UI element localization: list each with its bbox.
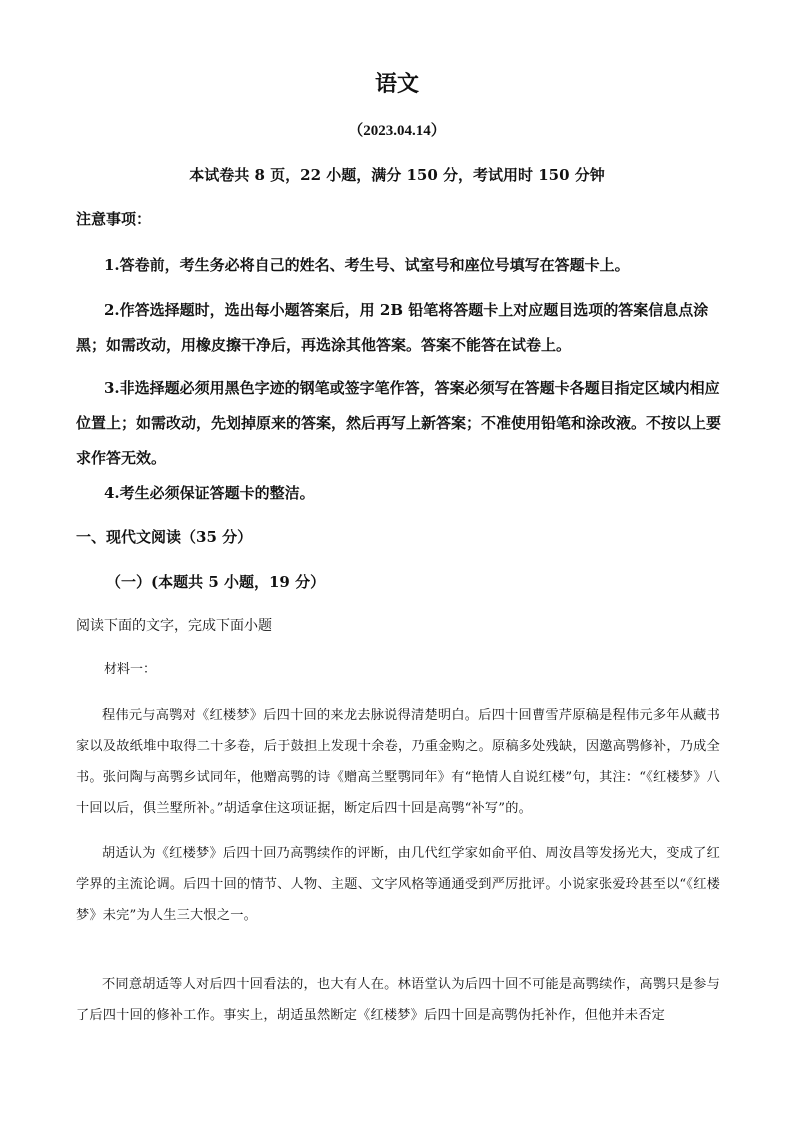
reading-instruction: 阅读下面的文字，完成下面小题 bbox=[76, 618, 272, 634]
material-paragraph-1: 程伟元与高鹗对《红楼梦》后四十回的来龙去脉说得清楚明白。后四十回曹雪芹原稿是程伟元多年从藏书家以及故纸堆中取得二十多卷，后于鼓担上发现十余卷，乃重金购之。原稿多处残缺，因邀高鹗修补，乃成全书。张问陶与高鹗乡试同年，他赠高鹗的诗《赠高兰墅鹗同年》有“艳情人自说红楼”句，其注：“《红楼梦》八十回以后，俱兰墅所补。”胡适拿住这项证据，断定后四十回是高鹗“补写”的。 bbox=[76, 708, 720, 816]
notice-item-4: 4.考生必须保证答题卡的整洁。 bbox=[104, 484, 315, 502]
exam-date: （2023.04.14） bbox=[348, 123, 446, 139]
notice-item-1: 1.答卷前，考生务必将自己的姓名、考生号、试室号和座位号填写在答题卡上。 bbox=[104, 256, 630, 274]
material-label: 材料一： bbox=[104, 662, 157, 677]
exam-intro: 本试卷共 8 页，22 小题，满分 150 分，考试用时 150 分钟 bbox=[189, 166, 605, 184]
subsection-heading: （一）(本题共 5 小题，19 分） bbox=[106, 573, 326, 591]
section-heading: 一、现代文阅读（35 分） bbox=[76, 528, 253, 546]
notice-heading: 注意事项： bbox=[76, 210, 152, 228]
material-paragraph-3: 不同意胡适等人对后四十回看法的，也大有人在。林语堂认为后四十回不可能是高鹗续作，高鹗只是参与了后四十回的修补工作。事实上，胡适虽然断定《红楼梦》后四十回是高鹗伪托补作，但他并未否定 bbox=[76, 977, 720, 1023]
page-title: 语文 bbox=[374, 71, 419, 97]
notice-item-3: 3.非选择题必须用黑色字迹的钢笔或签字笔作答，答案必须写在答题卡各题目指定区域内相应位置上；如需改动，先划掉原来的答案，然后再写上新答案；不准使用铅笔和涂改液。不按以上要求作答无效。 bbox=[76, 379, 722, 467]
notice-item-2: 2.作答选择题时，选出每小题答案后，用 2B 铅笔将答题卡上对应题目选项的答案信息点涂黑；如需改动，用橡皮擦干净后，再选涂其他答案。答案不能答在试卷上。 bbox=[76, 301, 709, 354]
material-paragraph-2: 胡适认为《红楼梦》后四十回乃高鹗续作的评断，由几代红学家如俞平伯、周汝昌等发扬光大，变成了红学界的主流论调。后四十回的情节、人物、主题、文字风格等通通受到严厉批评。小说家张爱玲甚至以“《红楼梦》未完”为人生三大恨之一。 bbox=[76, 846, 720, 923]
